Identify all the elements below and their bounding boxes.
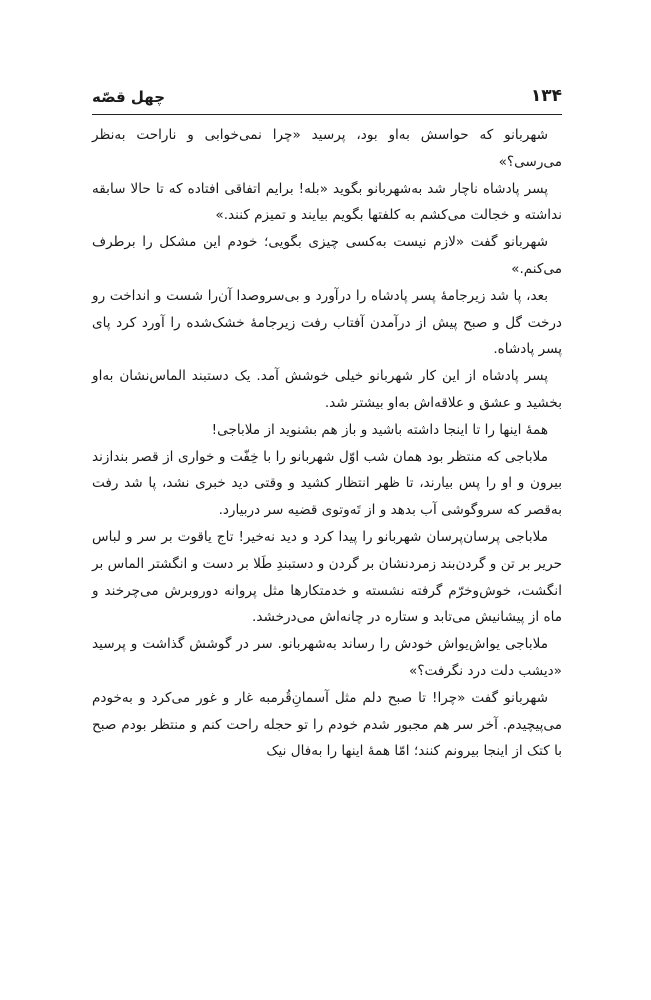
book-title: چهل قصّه	[92, 88, 166, 106]
body-text	[92, 122, 562, 765]
page-header	[92, 86, 562, 115]
paragraph: همهٔ اینها را تا اینجا داشته باشید و باز هم بشنوید از ملاباجی!	[211, 421, 548, 438]
paragraph: ملاباجی پرسان‌پرسان شهربانو را پیدا کرد و دید نه‌خیر! تاج یاقوت بر سر و لباس حریر بر تن و گردن‌بند زمردنشان بر گردن و دستبندِ طَلا بر دست و انگشتر الماس بر انگشت، خوش‌وخرّم گرفته نشسته و خدمتکارها مثل پروانه دوروبرش می‌چرخند و ماه از پیشانیش می‌تابد و ستاره در چانه‌اش می‌درخشد.	[92, 528, 562, 626]
paragraph: شهربانو گفت «لازم نیست به‌کسی چیزی بگویی؛ خودم این مشکل را برطرف می‌کنم.»	[92, 234, 562, 277]
paragraph: شهربانو گفت «چرا! تا صبح دلم مثل آسمانِ‌قُرمبه غار و غور می‌کرد و به‌خودم می‌پیچیدم. آخر سر هم مجبور شدم خودم را تو حجله راحت کنم و منتظر بودم صبح با کتک از اینجا بیرونم کنند؛ امّا همهٔ اینها را به‌فال نیک	[92, 689, 562, 760]
paragraph: ملاباجی یواش‌یواش خودش را رساند به‌شهربانو. سر در گوشش گذاشت و پرسید «دیشب دلت درد نگرفت؟»	[92, 636, 562, 679]
paragraph: ملاباجی که منتظر بود همان شب اوّل شهربانو را با خِفّت و خواری از قصر بندازند بیرون و او را پس بیارند، تا ظهر انتظار کشید و وقتی دید خبری نشد، پا شد رفت به‌قصر که سروگوشی آب بدهد و از تَه‌وتوی قضیه سر دربیارد.	[92, 448, 562, 519]
paragraph: پسر پادشاه ناچار شد به‌شهربانو بگوید «بله! برایم اتفاقی افتاده که تا حالا سابقه نداشته و خجالت می‌کشم به کلفتها بگویم بیایند و تمیزم کنند.»	[92, 180, 562, 224]
page-number: ۱۳۴	[530, 86, 562, 106]
paragraph: شهربانو که حواسش به‌او بود، پرسید «چرا نمی‌خوابی و ناراحت به‌نظر می‌رسی؟»	[92, 127, 562, 170]
paragraph: پسر پادشاه از این کار شهربانو خیلی خوشش آمد. یک دستبند الماس‌نشان به‌او بخشید و عشق و علاقه‌اش به‌او بیشتر شد.	[92, 368, 562, 411]
paragraph: بعد، پا شد زیرجامهٔ پسر پادشاه را درآورد و بی‌سروصدا آن‌را شست و انداخت رو درخت گل و صبح پیش از درآمدن آفتاب رفت زیرجامهٔ خشک‌شده را آورد کرد پای پسر پادشاه.	[92, 287, 562, 358]
